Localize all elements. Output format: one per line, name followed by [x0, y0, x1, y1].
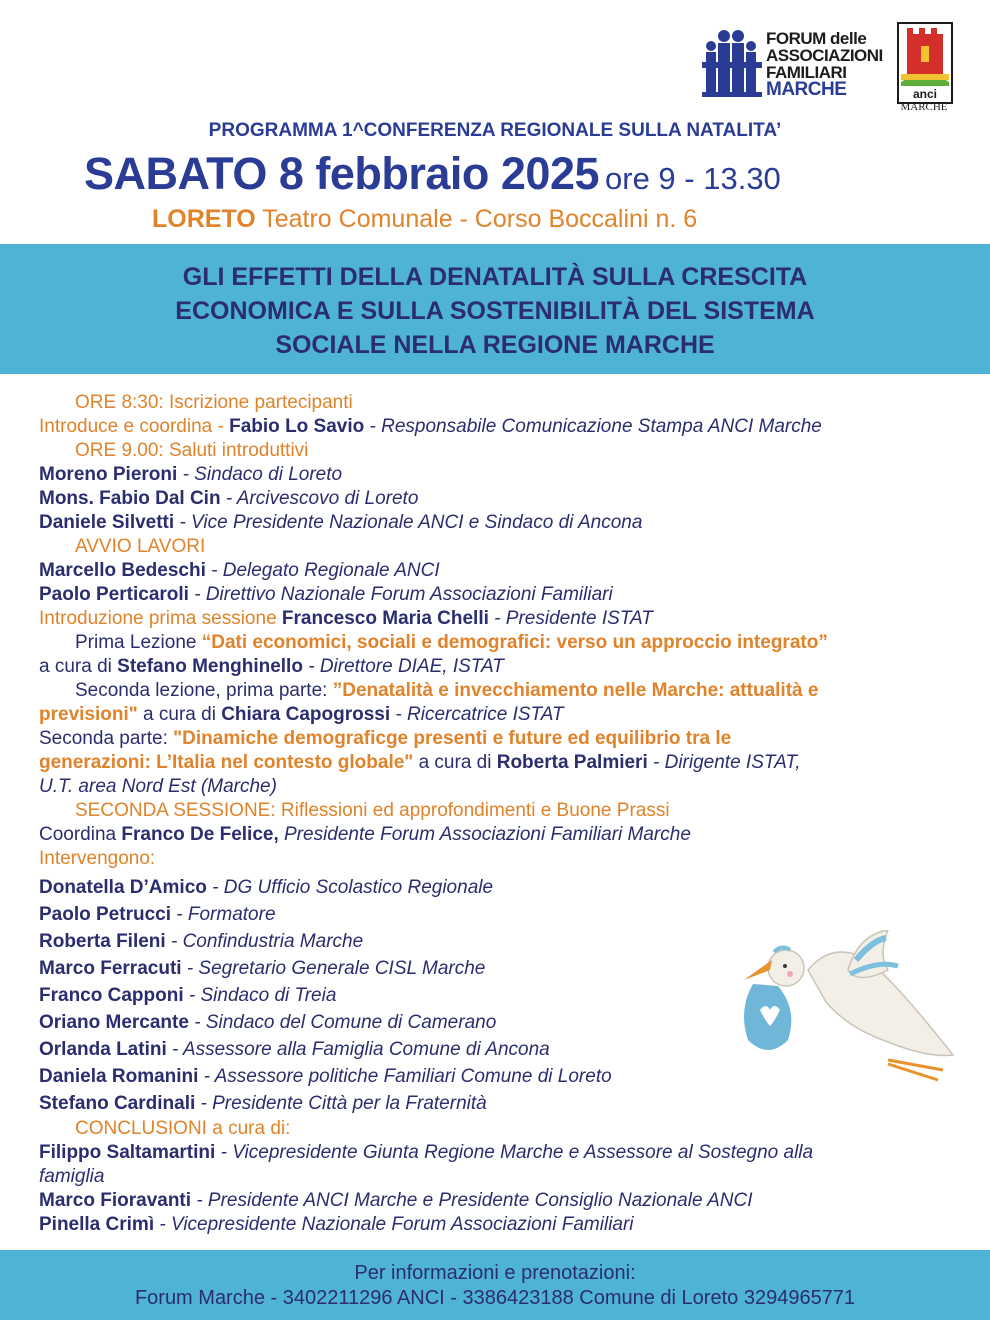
program-row	[39, 583, 964, 607]
moderator-line	[39, 415, 964, 439]
speaker-name: Filippo Saltamartini	[39, 1142, 216, 1163]
forum-logo-line4: MARCHE	[766, 79, 847, 100]
curated-by-label: a cura di	[137, 704, 222, 725]
conclusions-line: CONCLUSIONI a cura di:	[75, 1118, 291, 1139]
moderator-label: Introduce e coordina -	[39, 416, 230, 437]
speaker-row	[39, 1090, 964, 1117]
program-row	[39, 751, 964, 775]
moderator-role: - Responsabile Comunicazione Stampa ANCI Marche	[364, 416, 822, 437]
speaker-role: famiglia	[39, 1166, 105, 1187]
program-title: PROGRAMMA 1^CONFERENZA REGIONALE SULLA NATALITA’	[208, 120, 782, 141]
lesson-title: "Dinamiche demograficge presenti e future ed equilibrio tra le	[173, 728, 732, 749]
program-row	[39, 703, 964, 727]
event-venue: Teatro Comunale - Corso Boccalini n. 6	[255, 205, 698, 233]
program-row	[39, 1165, 964, 1189]
speaker-name: Moreno Pieroni	[39, 464, 178, 485]
program-row	[39, 1189, 964, 1213]
speaker-name: Marco Fioravanti	[39, 1190, 192, 1211]
program-row	[39, 679, 964, 703]
program-row	[39, 487, 964, 511]
lesson-label: Prima Lezione	[75, 632, 202, 653]
program-row	[39, 1141, 964, 1165]
speaker-role: - Assessore politiche Familiari Comune di Loreto	[198, 1066, 612, 1087]
speaker-role: - Vicepresidente Nazionale Forum Associazioni Familiari	[154, 1214, 634, 1235]
footer-info-label: Per informazioni e prenotazioni:	[354, 1262, 636, 1284]
speaker-role: - Sindaco di Treia	[183, 985, 337, 1006]
speaker-role: - Presidente Città per la Fraternità	[195, 1093, 487, 1114]
footer	[0, 1250, 990, 1320]
forum-logo-line1: FORUM delle	[766, 29, 867, 48]
event-date-text: SABATO 8 febbraio 2025	[84, 148, 600, 199]
program-row	[39, 1213, 964, 1237]
forum-logo-line3: FAMILIARI	[766, 63, 847, 82]
program-row	[39, 631, 964, 655]
speaker-role: - DG Ufficio Scolastico Regionale	[206, 877, 494, 898]
speaker-role: - Delegato Regionale ANCI	[205, 560, 440, 581]
event-hours: ore 9 - 13.30	[605, 161, 781, 196]
greetings-line: ORE 9.00: Saluti introduttivi	[75, 440, 309, 461]
speaker-name: Roberta Fileni	[39, 931, 166, 952]
speaker-name: Paolo Petrucci	[39, 904, 171, 925]
coordinator-label: Coordina	[39, 824, 122, 845]
program-list	[39, 391, 964, 1237]
speaker-name: Mons. Fabio Dal Cin	[39, 488, 221, 509]
event-place	[152, 205, 697, 234]
speaker-role: - Direttivo Nazionale Forum Associazioni Familiari	[188, 584, 613, 605]
speaker-name: Daniela Romanini	[39, 1066, 199, 1087]
lesson-title: previsioni"	[39, 704, 138, 725]
speaker-name: Marcello Bedeschi	[39, 560, 206, 581]
registration-line: ORE 8:30: Iscrizione partecipanti	[75, 392, 353, 413]
speaker-name: Oriano Mercante	[39, 1012, 189, 1033]
anci-mark: anci	[912, 87, 938, 101]
footer-contacts: Forum Marche - 3402211296 ANCI - 3386423188 Comune di Loreto 3294965771	[134, 1287, 856, 1309]
works-start-line: AVVIO LAVORI	[75, 536, 206, 557]
anci-logo	[895, 22, 953, 114]
speaker-name: Pinella Crimì	[39, 1214, 155, 1235]
speaker-role: Presidente Forum Associazioni Familiari Marche	[278, 824, 691, 845]
title-banner	[0, 244, 990, 374]
event-city: LORETO	[152, 205, 256, 233]
anci-logo-label: MARCHE	[900, 101, 948, 113]
speaker-name: Franco Capponi	[39, 985, 184, 1006]
program-row	[39, 463, 964, 487]
curated-by-label: a cura di	[413, 752, 497, 773]
family-icon	[700, 28, 764, 98]
speaker-name: Marco Ferracuti	[39, 958, 182, 979]
banner-line1: GLI EFFETTI DELLA DENATALITÀ SULLA CRESCITA	[182, 263, 808, 291]
program-row	[39, 655, 964, 679]
speaker-name: Roberta Palmieri	[496, 752, 648, 773]
speaker-role: - Vicepresidente Giunta Regione Marche e Assessore al Sostegno alla	[215, 1142, 814, 1163]
banner-line2: ECONOMICA E SULLA SOSTENIBILITÀ DEL SISTEMA	[175, 297, 815, 325]
speaker-role: - Direttore DIAE, ISTAT	[302, 656, 504, 677]
logos	[700, 22, 960, 117]
speaker-name: Franco De Felice,	[121, 824, 279, 845]
speaker-role: U.T. area Nord Est (Marche)	[39, 776, 277, 797]
second-session-line: SECONDA SESSIONE: Riflessioni ed approfondimenti e Buone Prassi	[75, 800, 670, 821]
moderator-name: Fabio Lo Savio	[229, 416, 365, 437]
program-row	[39, 559, 964, 583]
anci-castle-icon	[899, 24, 951, 102]
program-row	[39, 823, 964, 847]
speaker-row	[39, 874, 964, 901]
speaker-role: - Confindustria Marche	[165, 931, 364, 952]
speaker-role: - Presidente ISTAT	[488, 608, 653, 629]
speaker-name: Francesco Maria Chelli	[281, 608, 489, 629]
speaker-role: - Assessore alla Famiglia Comune di Ancona	[166, 1039, 550, 1060]
speaker-row	[39, 901, 964, 928]
speaker-name: Stefano Cardinali	[39, 1093, 196, 1114]
lesson-title: generazioni: L’Italia nel contesto globale"	[39, 752, 414, 773]
program-row	[39, 607, 964, 631]
program-row	[39, 775, 964, 799]
speaker-name: Orlanda Latini	[39, 1039, 167, 1060]
speaker-name: Chiara Capogrossi	[221, 704, 391, 725]
speakers-label: Intervengono:	[39, 848, 156, 869]
speaker-name: Daniele Silvetti	[39, 512, 175, 533]
lesson-label: Seconda parte:	[39, 728, 174, 749]
event-date	[84, 148, 781, 200]
speaker-name: Donatella D’Amico	[39, 877, 207, 898]
speaker-role: - Formatore	[171, 904, 276, 925]
speaker-name: Stefano Menghinello	[117, 656, 303, 677]
speaker-role: - Dirigente ISTAT,	[647, 752, 801, 773]
speaker-role: - Presidente ANCI Marche e Presidente Consiglio Nazionale ANCI	[191, 1190, 753, 1211]
speaker-name: Paolo Perticaroli	[39, 584, 189, 605]
lesson-title: “Dati economici, sociali e demografici: verso un approccio integrato”	[201, 632, 828, 653]
lesson-title: ”Denatalità e invecchiamento nelle Marche: attualità e	[332, 680, 819, 701]
banner-line3: SOCIALE NELLA REGIONE MARCHE	[275, 331, 715, 359]
curated-by-label: a cura di	[39, 656, 118, 677]
lesson-label: Seconda lezione, prima parte:	[75, 680, 333, 701]
speaker-role: - Sindaco di Loreto	[177, 464, 343, 485]
program-row	[39, 727, 964, 751]
forum-logo	[700, 22, 890, 117]
speaker-role: - Segretario Generale CISL Marche	[181, 958, 486, 979]
session-label: Introduzione prima sessione	[39, 608, 282, 629]
speaker-role: - Vice Presidente Nazionale ANCI e Sindaco di Ancona	[174, 512, 643, 533]
forum-logo-line2: ASSOCIAZIONI	[766, 46, 883, 65]
speaker-role: - Arcivescovo di Loreto	[220, 488, 419, 509]
program-row	[39, 511, 964, 535]
speaker-role: - Ricercatrice ISTAT	[390, 704, 564, 725]
stork-illustration	[738, 930, 958, 1090]
speaker-role: - Sindaco del Comune di Camerano	[188, 1012, 497, 1033]
